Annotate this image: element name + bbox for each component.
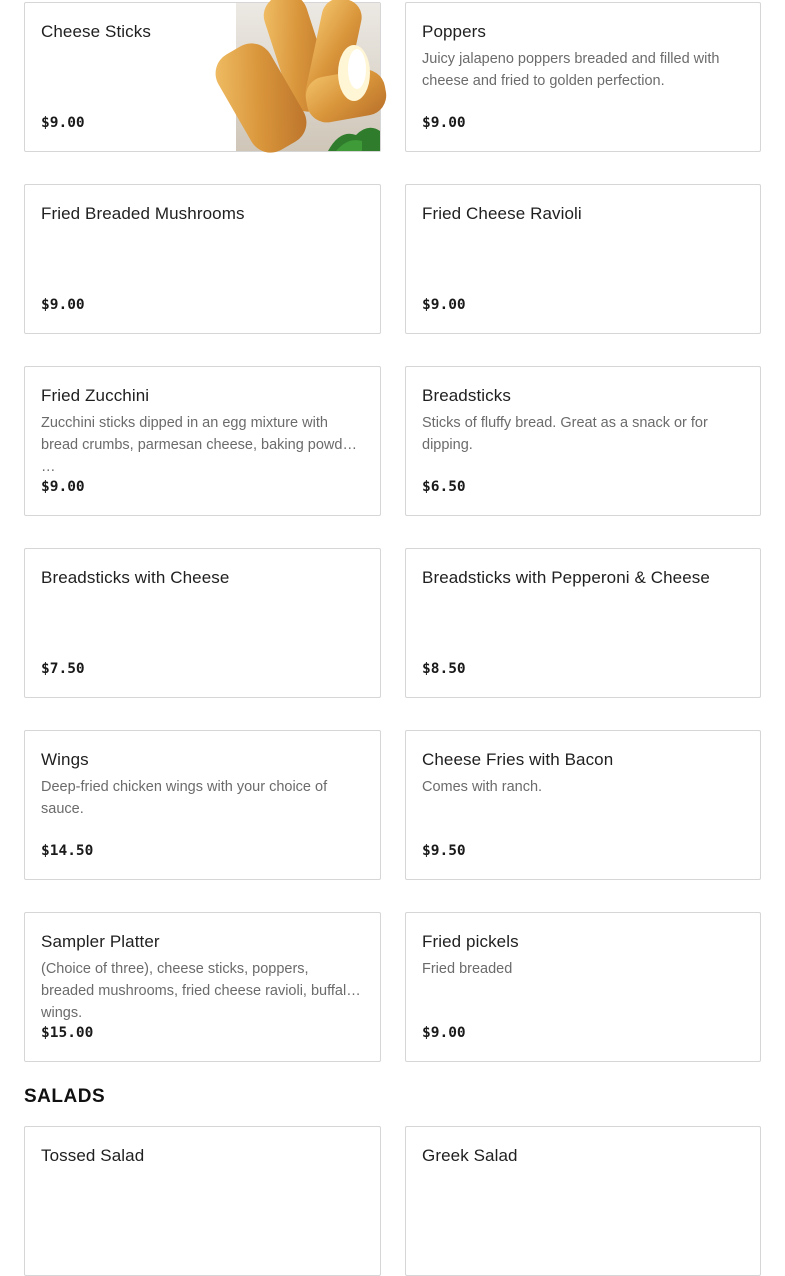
- menu-item-card[interactable]: [24, 1126, 381, 1276]
- item-description: Comes with ranch.: [422, 779, 543, 795]
- cheese-sticks-photo: [236, 3, 380, 151]
- menu-item-card[interactable]: [405, 1126, 761, 1276]
- item-name: Wings: [41, 750, 89, 769]
- item-price: $9.00: [422, 115, 466, 131]
- item-name: Breadsticks with Cheese: [41, 568, 230, 587]
- item-price: $6.50: [422, 479, 466, 495]
- item-name: Fried Cheese Ravioli: [422, 204, 582, 223]
- item-description: Juicy jalapeno poppers breaded and filled with cheese and fried to golden perfection.: [422, 51, 720, 89]
- item-description: Fried breaded: [422, 961, 513, 977]
- item-name: Breadsticks: [422, 386, 511, 405]
- menu-item-card[interactable]: [24, 2, 381, 152]
- item-price: $9.00: [422, 1025, 466, 1041]
- menu-item-card[interactable]: [405, 2, 761, 152]
- appetizers-grid: [24, 2, 761, 1062]
- item-description: (Choice of three), cheese sticks, poppers, breaded mushrooms, fried cheese ravioli, buffalo wings.: [41, 961, 355, 1021]
- menu-item-card[interactable]: [24, 366, 381, 516]
- item-description: Deep-fried chicken wings with your choice of sauce.: [41, 779, 328, 817]
- menu-item-card[interactable]: [24, 912, 381, 1062]
- menu-item-card[interactable]: [405, 548, 761, 698]
- item-name: Breadsticks with Pepperoni & Cheese: [422, 568, 710, 587]
- item-price: $15.00: [41, 1025, 94, 1041]
- item-price: $9.00: [41, 115, 85, 131]
- item-name: Fried Zucchini: [41, 386, 150, 405]
- item-price: $14.50: [41, 843, 94, 859]
- item-name: Tossed Salad: [41, 1146, 145, 1165]
- item-name: Sampler Platter: [41, 932, 160, 951]
- item-name: Fried pickels: [422, 932, 519, 951]
- item-price: $8.50: [422, 661, 466, 677]
- menu-item-card[interactable]: [24, 730, 381, 880]
- menu-item-card[interactable]: [405, 730, 761, 880]
- item-price: $9.00: [41, 479, 85, 495]
- item-price: $9.00: [422, 297, 466, 313]
- menu-item-card[interactable]: [405, 184, 761, 334]
- menu-item-card[interactable]: [405, 366, 761, 516]
- menu-item-card[interactable]: [24, 548, 381, 698]
- menu-item-card[interactable]: [405, 912, 761, 1062]
- item-description: Zucchini sticks dipped in an egg mixture with bread crumbs, parmesan cheese, baking powder, …: [41, 415, 359, 475]
- item-price: $9.50: [422, 843, 466, 859]
- item-price: $9.00: [41, 297, 85, 313]
- item-name: Fried Breaded Mushrooms: [41, 204, 245, 223]
- item-name: Cheese Sticks: [41, 22, 151, 41]
- salads-grid: [24, 1126, 761, 1276]
- item-name: Cheese Fries with Bacon: [422, 750, 614, 769]
- section-title-salads: SALADS: [24, 1086, 106, 1107]
- item-name: Greek Salad: [422, 1146, 518, 1165]
- item-price: $7.50: [41, 661, 85, 677]
- cheese-sticks-image-icon: [236, 3, 380, 151]
- menu-item-card[interactable]: [24, 184, 381, 334]
- item-description: Sticks of fluffy bread. Great as a snack or for dipping.: [422, 415, 708, 453]
- item-name: Poppers: [422, 22, 487, 41]
